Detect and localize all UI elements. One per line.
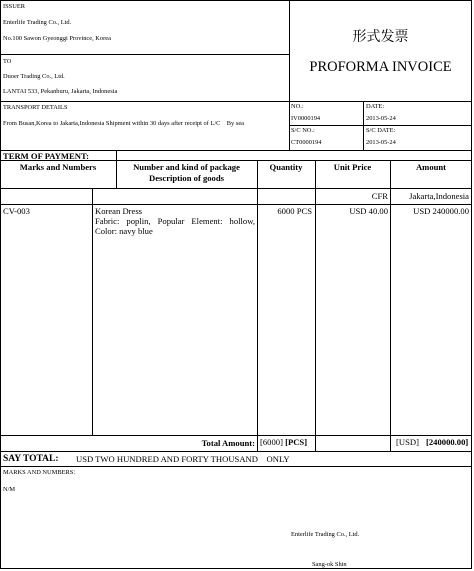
recipient-bottom-line (0, 101, 472, 102)
recipient-address: LANTAI 533, Pekanburu, Jakarta, Indonesia (3, 88, 118, 95)
item-unit-price: USD 40.00 (349, 206, 388, 216)
total-quantity-unit: PCS (287, 437, 305, 447)
total-amount-value: 240000.00 (428, 437, 466, 447)
sc-date-value: 2013-05-24 (366, 139, 396, 146)
terms-place: Jakarta,Indonesia (409, 191, 469, 201)
transport-label: TRANSPORT DETAILS (3, 104, 68, 111)
invoice-date-value: 2013-05-24 (366, 115, 396, 122)
items-bottom-line (0, 435, 472, 436)
header-amount: Amount (415, 162, 447, 172)
say-total-bottom-line (0, 466, 472, 467)
header-bottom-line (0, 188, 472, 189)
say-total-label: SAY TOTAL: (3, 454, 59, 464)
total-currency (396, 438, 419, 448)
total-currency-value: USD (398, 437, 417, 447)
signature-company: Enterlife Trading Co., Ltd. (291, 531, 360, 538)
total-quantity-unit-bracket-close: ] (304, 437, 308, 447)
terms-incoterm: CFR (371, 191, 388, 201)
marks-section-label: MARKS AND NUMBERS： (3, 469, 80, 476)
transport-details: From Busan,Korea to Jakarta,Indonesia Shipment within 30 days after receipt of L/C By sea (3, 120, 245, 127)
payment-bottom-line (0, 160, 472, 161)
issuer-address: No.100 Sawon Gyeonggi Province, Korea (3, 35, 111, 42)
total-quantity (260, 438, 307, 448)
header-description-line2: Description of goods (149, 172, 224, 183)
issuer-bottom-line (0, 54, 289, 55)
issuer-name: Enterlife Trading Co., Ltd. (3, 19, 72, 26)
header-description-line1: Number and kind of package (133, 162, 240, 172)
recipient-name: Duoer Trading Co., Ltd. (3, 73, 65, 80)
say-total-text: USD TWO HUNDRED AND FORTY THOUSAND ONLY (76, 454, 290, 464)
terms-bottom-line (0, 204, 472, 205)
invoice-title-chinese: 形式发票 (352, 30, 409, 45)
sc-no-value: CT0000194 (291, 139, 322, 146)
refs-middle-line (289, 125, 472, 126)
total-quantity-bracket-close: ] (280, 437, 283, 447)
total-amount-bracket-close: ] (465, 437, 469, 447)
item-description-name: Korean Dress (95, 206, 143, 216)
invoice-no-value: IV0000194 (291, 115, 321, 122)
marks-section-value: N/M (3, 486, 16, 493)
payment-term-label: TERM OF PAYMENT: (3, 151, 89, 161)
sc-date-label: S/C DATE: (366, 127, 396, 134)
total-currency-bracket-close: ] (416, 437, 419, 447)
header-description (116, 162, 257, 183)
invoice-no-label: NO.: (291, 103, 304, 110)
invoice-date-label: DATE: (366, 103, 385, 110)
recipient-label: TO (3, 58, 12, 65)
total-amount-label: Total Amount: (201, 438, 255, 448)
total-currency-bracket-open: [ (396, 437, 399, 447)
total-amount-bracket-open: [ (426, 437, 429, 447)
total-amount (426, 438, 468, 448)
item-amount: USD 240000.00 (413, 206, 469, 216)
invoice-title-english: PROFORMA INVOICE (309, 59, 452, 75)
total-quantity-bracket-open: [ (260, 437, 263, 447)
header-unit-price: Unit Price (333, 162, 372, 172)
total-quantity-value: 6000 (262, 437, 281, 447)
item-description (95, 207, 255, 237)
item-description-details: Fabric: poplin, Popular Element: hollow, Color: navy blue (95, 215, 255, 236)
col-line-1 (92, 188, 93, 435)
signature-signer: Sang-ok Shin (312, 561, 347, 568)
total-quantity-unit-bracket-open: [ (285, 437, 288, 447)
item-marks: CV-003 (3, 206, 30, 216)
issuer-label: ISSUER (3, 3, 26, 10)
total-bottom-line (0, 451, 472, 452)
item-quantity: 6000 PCS (277, 206, 312, 216)
header-quantity: Quantity (269, 162, 303, 172)
header-marks-and-numbers: Marks and Numbers (19, 162, 97, 172)
sc-no-label: S/C NO.: (291, 127, 315, 134)
